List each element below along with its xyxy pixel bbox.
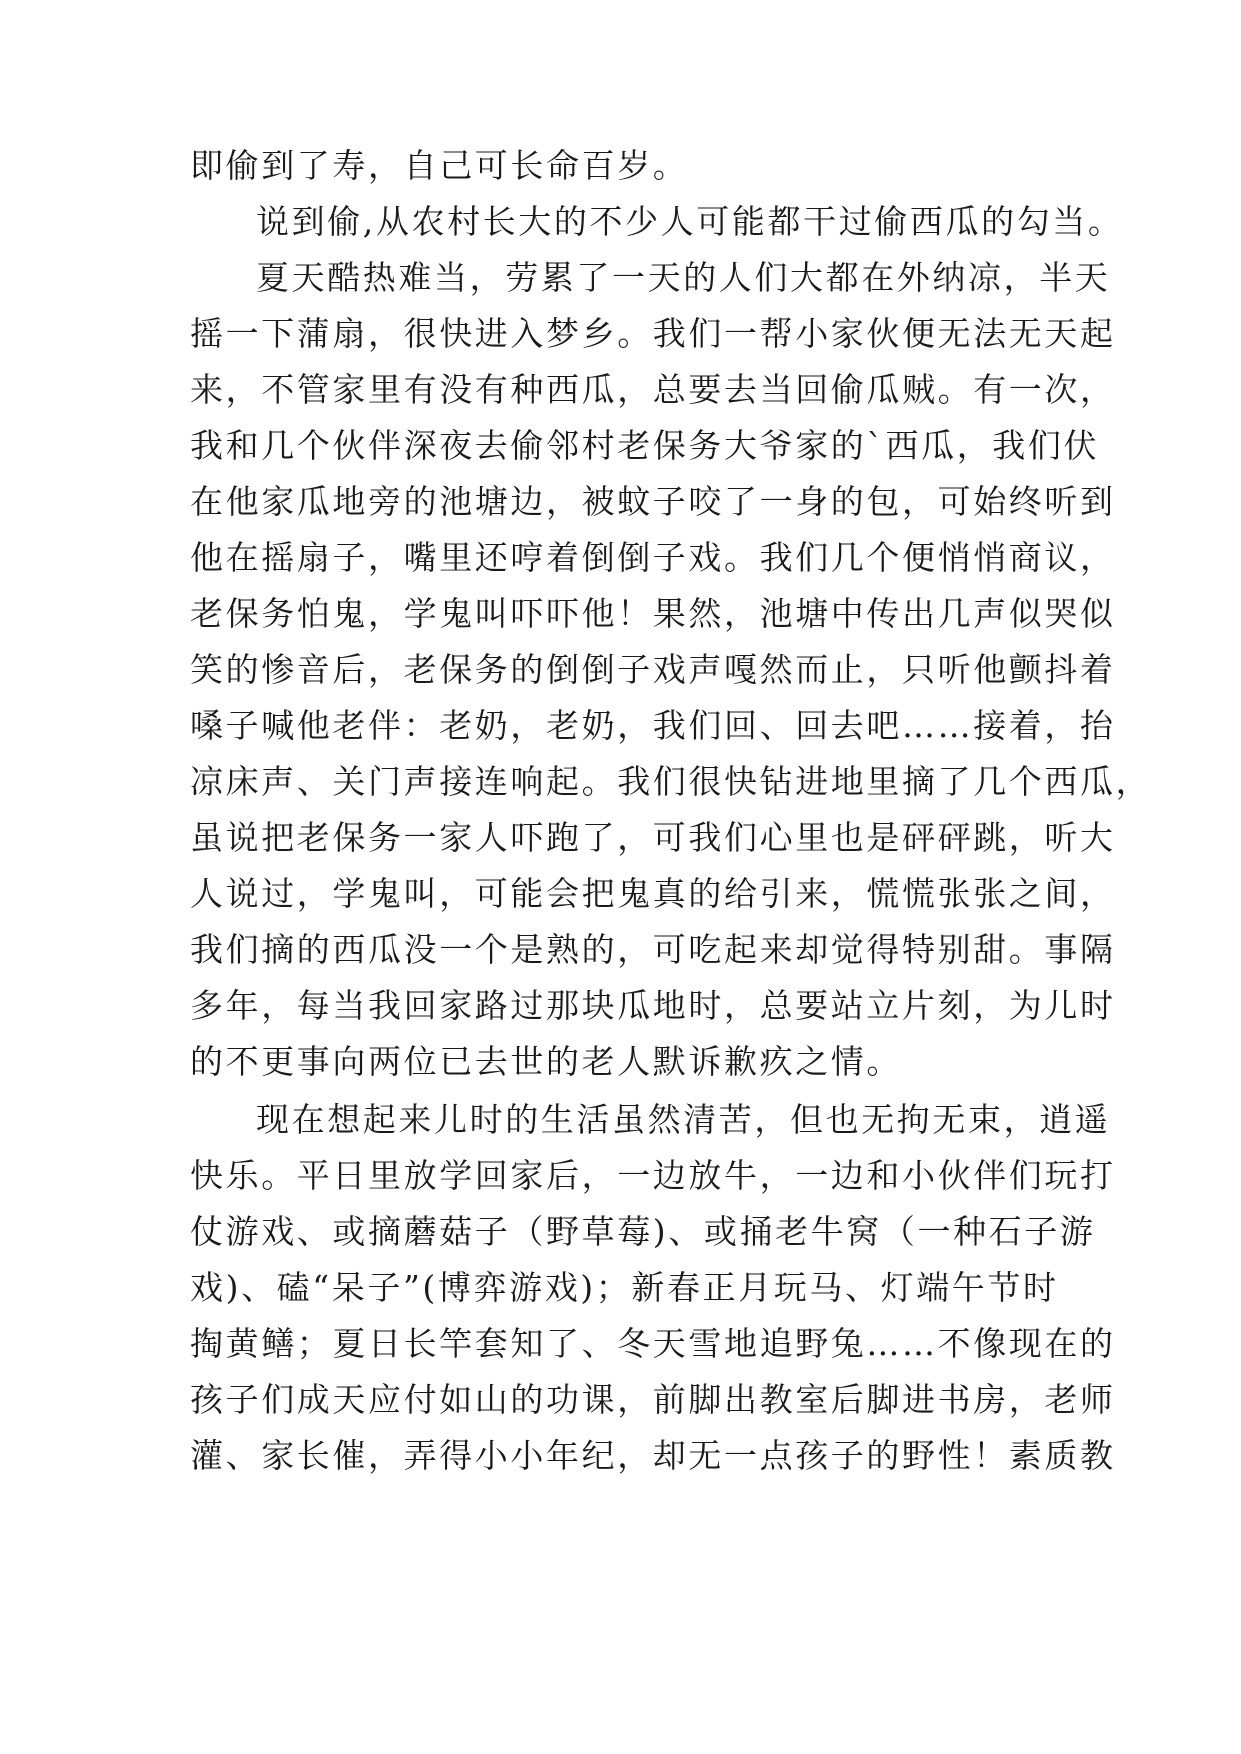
text-line: 戏)、磕“呆子”(博弈游戏)；新春正月玩马、灯端午节时 [190,1268,1059,1307]
text-line: 虽说把老保务一家人吓跑了，可我们心里也是砰砰跳，听大 [190,818,1116,857]
text-line: 我和几个伙伴深夜去偷邻村老保务大爷家的`西瓜，我们伏 [190,426,1100,465]
text-line: 孩子们成天应付如山的功课，前脚出教室后脚进书房，老师 [190,1380,1116,1419]
text-line: 人说过，学鬼叫，可能会把鬼真的给引来，慌慌张张之间， [190,874,1116,913]
paragraph-first-line: 夏天酷热难当，劳累了一天的人们大都在外纳凉，半天 [256,258,1111,297]
text-line: 他在摇扇子，嘴里还哼着倒倒子戏。我们几个便悄悄商议， [190,538,1116,577]
text-line: 凉床声、关门声接连响起。我们很快钻进地里摘了几个西瓜， [190,762,1152,801]
text-line: 在他家瓜地旁的池塘边，被蚊子咬了一身的包，可始终听到 [190,482,1116,521]
text-line: 来，不管家里有没有种西瓜，总要去当回偷瓜贼。有一次， [190,370,1116,409]
text-line: 掏黄鳝；夏日长竿套知了、冬天雪地追野兔……不像现在的 [190,1324,1116,1363]
text-line: 灌、家长催，弄得小小年纪，却无一点孩子的野性！素质教 [190,1436,1116,1475]
text-line: 即偷到了寿，自己可长命百岁。 [190,146,689,185]
paragraph-first-line: 现在想起来儿时的生活虽然清苦，但也无拘无束，逍遥 [256,1100,1111,1139]
text-line: 我们摘的西瓜没一个是熟的，可吃起来却觉得特别甜。事隔 [190,930,1116,969]
text-line: 摇一下蒲扇，很快进入梦乡。我们一帮小家伙便无法无天起 [190,314,1116,353]
text-line: 快乐。平日里放学回家后，一边放牛，一边和小伙伴们玩打 [190,1156,1116,1195]
text-line: 多年，每当我回家路过那块瓜地时，总要站立片刻，为儿时 [190,986,1116,1025]
text-line: 嗓子喊他老伴：老奶，老奶，我们回、回去吧……接着，抬 [190,706,1116,745]
text-line: 的不更事向两位已去世的老人默诉歉疚之情。 [190,1042,902,1081]
text-line: 笑的惨音后，老保务的倒倒子戏声嘎然而止，只听他颤抖着 [190,650,1116,689]
text-line: 老保务怕鬼，学鬼叫吓吓他！果然，池塘中传出几声似哭似 [190,594,1116,633]
paragraph-first-line: 说到偷,从农村长大的不少人可能都干过偷西瓜的勾当。 [256,202,1124,241]
text-line: 仗游戏、或摘蘑菇子（野草莓)、或捅老牛窝（一种石子游 [190,1212,1096,1251]
